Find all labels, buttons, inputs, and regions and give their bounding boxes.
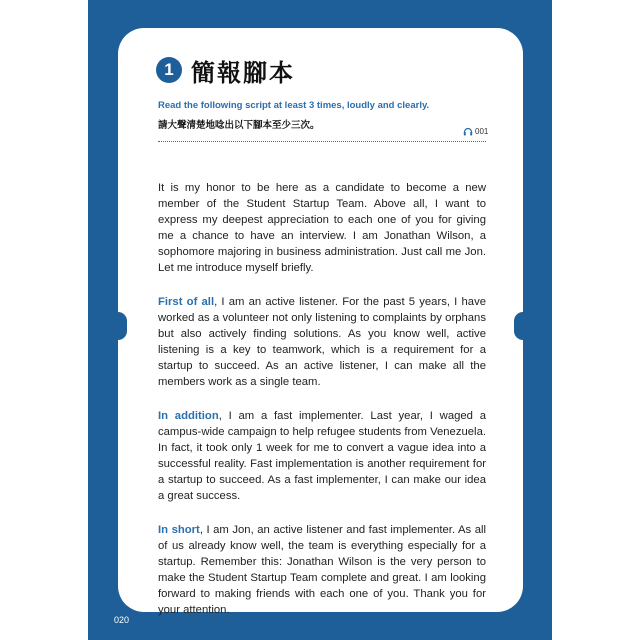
- section-number-badge: 1: [156, 57, 182, 83]
- section-title: 簡報腳本: [191, 58, 295, 87]
- section-header: [156, 55, 295, 85]
- card-notch-left: [109, 312, 127, 340]
- instruction-chinese: 請大聲清楚地唸出以下腳本至少三次。: [158, 120, 320, 131]
- paragraph-lead: In addition: [158, 410, 219, 422]
- card-notch-right: [514, 312, 532, 340]
- paragraph-addition: [158, 408, 486, 504]
- audio-track[interactable]: [463, 127, 488, 136]
- headphones-icon: [463, 127, 473, 136]
- paragraph-short: [158, 522, 486, 618]
- paragraph-intro: [158, 180, 486, 276]
- dotted-divider: [158, 141, 486, 142]
- paragraph-text: It is my honor to be here as a candidate to become a new member of the Student Startup Team. Above all, I want to express my deepest appreciation to each one of you for giving me a chance to have an interview. I am Jonathan Wilson, a sophomore majoring in business administration. Just call me Jon. Let me introduce myself briefly.: [158, 182, 486, 274]
- paragraph-first: [158, 294, 486, 390]
- script-body: [158, 180, 486, 636]
- instruction-english: Read the following script at least 3 times, loudly and clearly.: [158, 100, 430, 111]
- paragraph-lead: In short: [158, 524, 200, 536]
- audio-track-number: 001: [475, 127, 489, 136]
- paragraph-text: , I am a fast implementer. Last year, I waged a campus-wide campaign to help refugee students from Venezuela. In fact, it took only 1 week for me to convert a vague idea into a successful reality. Fast implementation is another requirement for a startup to succeed. As a fast implementer, I can make our idea a great success.: [158, 410, 487, 502]
- paragraph-text: , I am Jon, an active listener and fast implementer. As all of us already know well, the team is everything especially for a startup. Remember this: Jonathan Wilson is the very person to make the Student Startup Team complete and great. I am looking forward to making friends with each one of you. Thank you for your attention.: [158, 524, 486, 616]
- paragraph-lead: First of all: [158, 296, 215, 308]
- paragraph-text: , I am an active listener. For the past 5 years, I have worked as a volunteer not only listening to complaints by orphans but also actively finding solutions. As you know well, active listening is a key to teamwork, which is a requirement for a startup to succeed. As an active listener, I can make all the members work as a single team.: [158, 296, 487, 388]
- page-number: 020: [114, 615, 130, 625]
